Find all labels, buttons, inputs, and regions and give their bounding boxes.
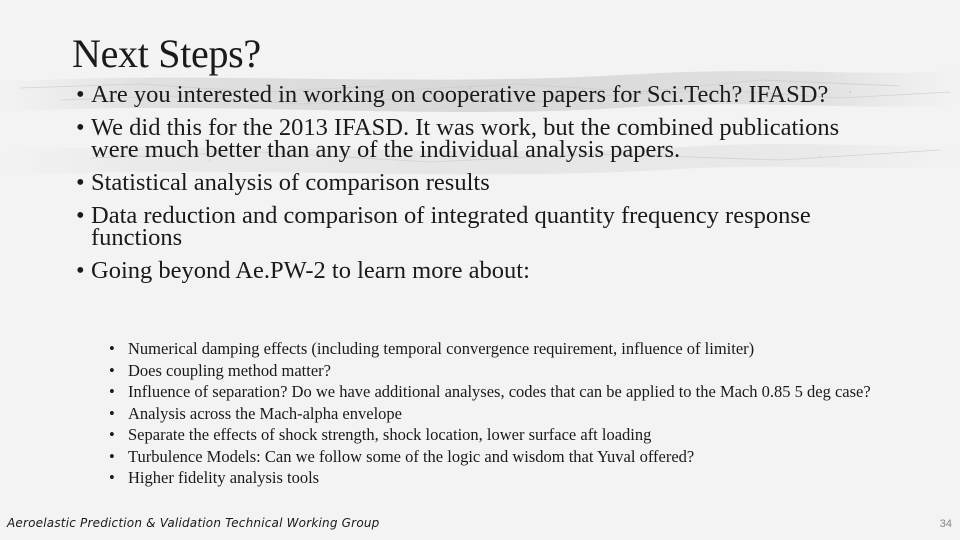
sub-bullet-item: • Separate the effects of shock strength, shock location, lower surface aft loading xyxy=(108,426,898,443)
sub-bullet-list xyxy=(108,340,898,491)
sub-bullet-item: • Influence of separation? Do we have additional analyses, codes that can be applied to the Mach 0.85 5 deg case? xyxy=(108,383,898,400)
sub-bullet-item: • Turbulence Models: Can we follow some of the logic and wisdom that Yuval offered? xyxy=(108,448,898,465)
bullet-item: • Data reduction and comparison of integrated quantity frequency response functions xyxy=(76,205,876,249)
bullet-item: • Going beyond Ae.PW-2 to learn more about: xyxy=(76,260,876,282)
slide-title: Next Steps? xyxy=(72,31,261,76)
bullet-list xyxy=(76,81,876,293)
page-number: 34 xyxy=(939,518,952,530)
bullet-item: • Statistical analysis of comparison results xyxy=(76,172,876,194)
sub-bullet-item: • Analysis across the Mach-alpha envelope xyxy=(108,405,898,422)
footer-text: Aeroelastic Prediction & Validation Technical Working Group xyxy=(7,516,380,530)
bullet-item: • Are you interested in working on cooperative papers for Sci.Tech? IFASD? xyxy=(76,84,876,106)
sub-bullet-item: • Numerical damping effects (including temporal convergence requirement, influence of limiter) xyxy=(108,340,898,357)
sub-bullet-item: • Does coupling method matter? xyxy=(108,362,898,379)
bullet-item: • We did this for the 2013 IFASD. It was work, but the combined publications were much better than any of the individual analysis papers. xyxy=(76,117,876,161)
sub-bullet-item: • Higher fidelity analysis tools xyxy=(108,469,898,486)
